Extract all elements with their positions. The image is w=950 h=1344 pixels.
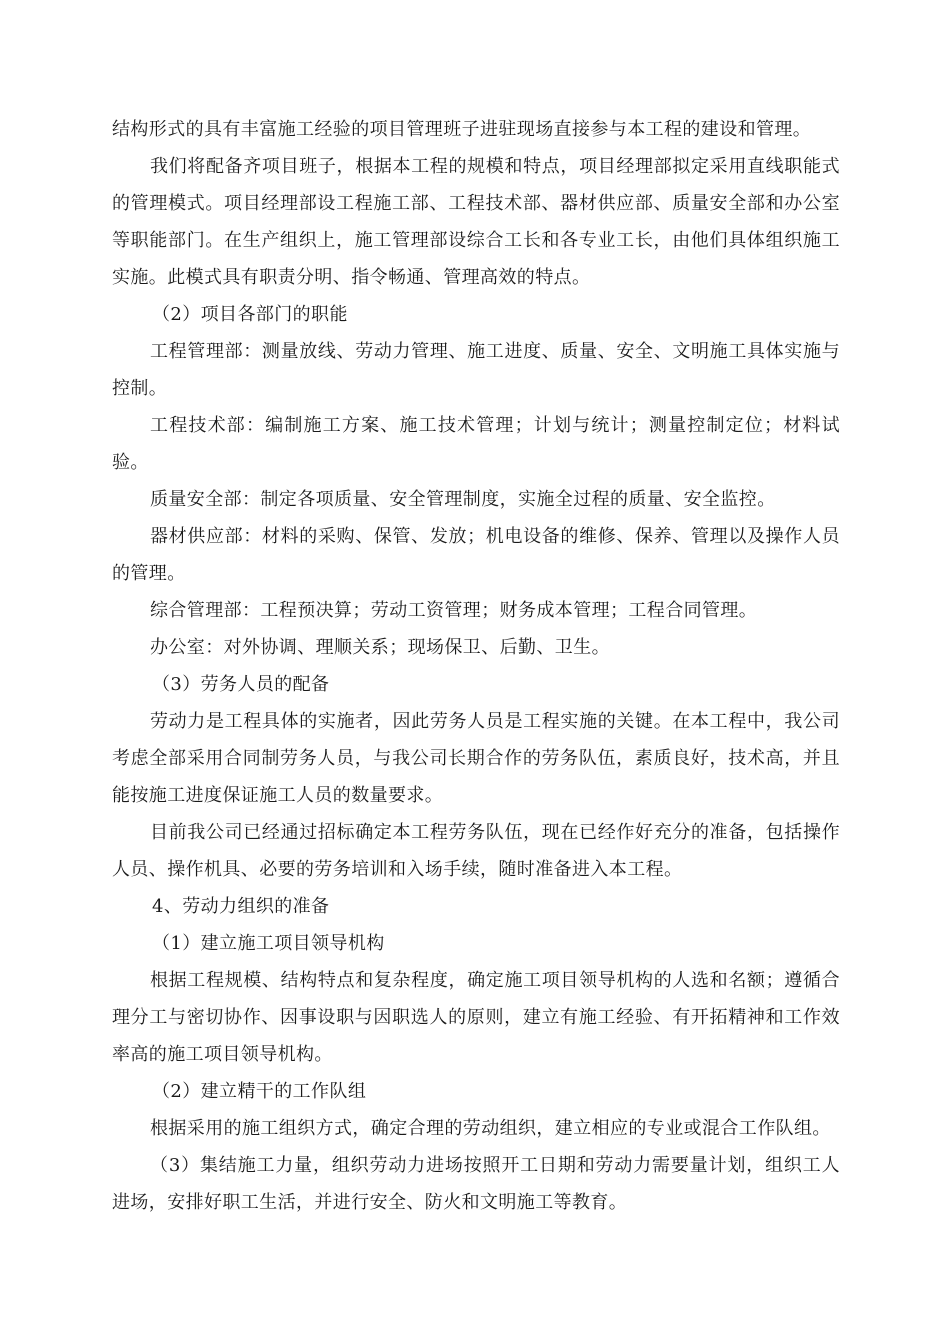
paragraph-work-teams: 根据采用的施工组织方式，确定合理的劳动组织，建立相应的专业或混合工作队组。: [150, 1118, 831, 1139]
paragraph-general-management: 综合管理部：工程预决算；劳动工资管理；财务成本管理；工程合同管理。: [150, 600, 758, 621]
section-heading-leadership: （1）建立施工项目领导机构: [152, 933, 385, 954]
paragraph-office: 办公室：对外协调、理顺关系；现场保卫、后勤、卫生。: [150, 637, 610, 658]
section-heading-department-functions: （2）项目各部门的职能: [152, 304, 348, 325]
paragraph-leadership: 根据工程规模、结构特点和复杂程度，确定施工项目领导机构的人选和名额；遵循合理分工与密切协作、因事设职与因职选人的原则，建立有施工经验、有开拓精神和工作效率高的施工项目领导机构。: [112, 970, 840, 1065]
paragraph-labor-key: 劳动力是工程具体的实施者，因此劳务人员是工程实施的关键。在本工程中，我公司考虑全部采用合同制劳务人员，与我公司长期合作的劳务队伍，素质良好，技术高，并且能按施工进度保证施工人员的数量要求。: [112, 711, 840, 806]
paragraph-management-mode: 我们将配备齐项目班子，根据本工程的规模和特点，项目经理部拟定采用直线职能式的管理模式。项目经理部设工程施工部、工程技术部、器材供应部、质量安全部和办公室等职能部门。在生产组织上，施工管理部设综合工长和各专业工长，由他们具体组织施工实施。此模式具有职责分明、指令畅通、管理高效的特点。: [112, 156, 840, 288]
section-heading-work-teams: （2）建立精干的工作队组: [152, 1081, 367, 1102]
paragraph-quality-safety: 质量安全部：制定各项质量、安全管理制度，实施全过程的质量、安全监控。: [150, 489, 776, 510]
paragraph-engineering-technology: 工程技术部：编制施工方案、施工技术管理；计划与统计；测量控制定位；材料试验。: [112, 415, 840, 473]
paragraph-engineering-management: 工程管理部：测量放线、劳动力管理、施工进度、质量、安全、文明施工具体实施与控制。: [112, 341, 840, 399]
document-page: [112, 111, 840, 1221]
paragraph-equipment-supply: 器材供应部：材料的采购、保管、发放；机电设备的维修、保养、管理以及操作人员的管理。: [112, 526, 840, 584]
paragraph-continuation: 结构形式的具有丰富施工经验的项目管理班子进驻现场直接参与本工程的建设和管理。: [112, 119, 812, 140]
section-heading-labor-staffing: （3）劳务人员的配备: [152, 674, 330, 695]
section-heading-labor-organization: 4、劳动力组织的准备: [152, 896, 330, 917]
paragraph-labor-ready: 目前我公司已经通过招标确定本工程劳务队伍，现在已经作好充分的准备，包括操作人员、操作机具、必要的劳务培训和入场手续，随时准备进入本工程。: [112, 822, 840, 880]
paragraph-assemble-forces: （3）集结施工力量，组织劳动力进场按照开工日期和劳动力需要量计划，组织工人进场，安排好职工生活，并进行安全、防火和文明施工等教育。: [112, 1155, 840, 1213]
